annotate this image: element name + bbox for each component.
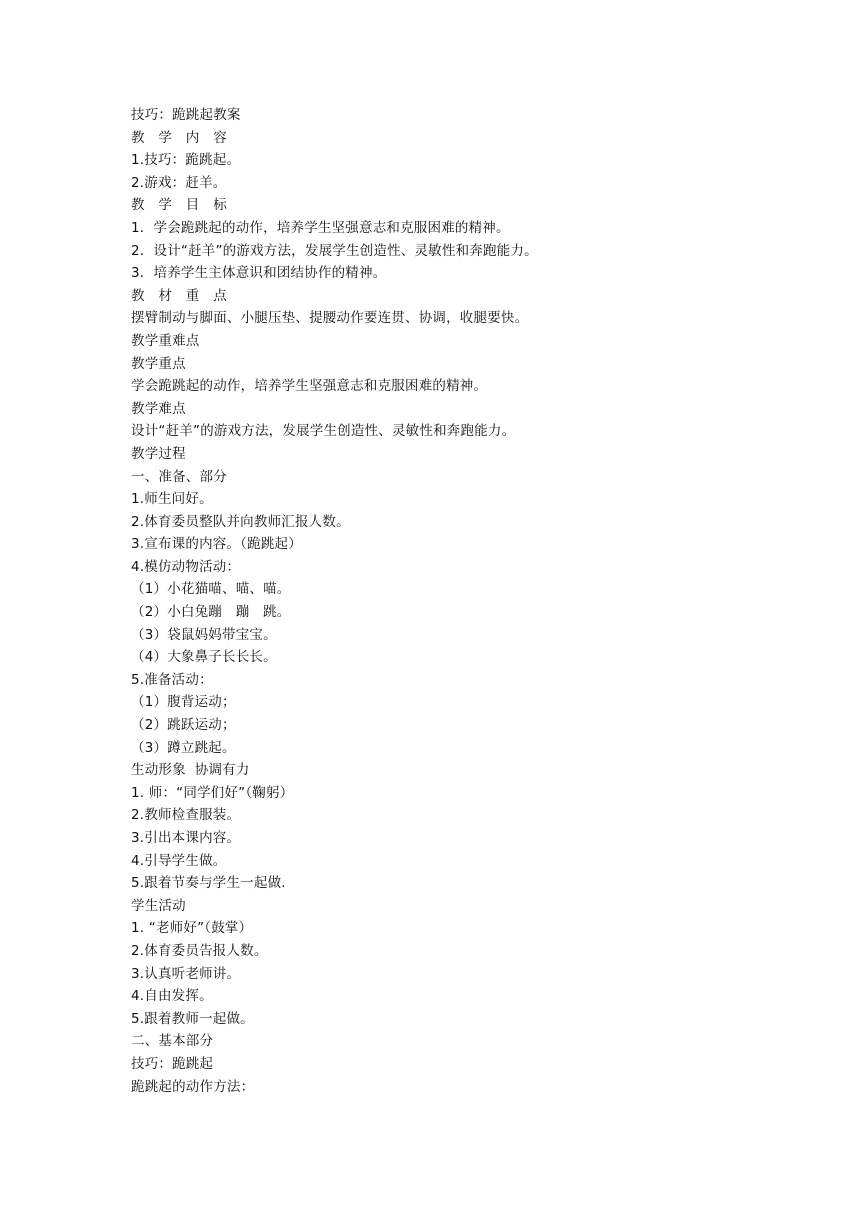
doc-title: 技巧：跪跳起教案 xyxy=(131,107,241,123)
text-line: 2.游戏：赶羊。 xyxy=(131,174,227,191)
text-line: 学会跪跳起的动作，培养学生坚强意志和克服困难的精神。 xyxy=(131,378,488,395)
list-item: （2）跳跃运动； xyxy=(131,717,236,734)
list-item: （2）小白兔蹦 蹦 跳。 xyxy=(131,604,291,621)
list-item: 2.体育委员整队并向教师汇报人数。 xyxy=(131,513,350,530)
subsection-heading: 一、准备、部分 xyxy=(131,468,227,485)
section-heading: 二、基本部分 xyxy=(131,1033,214,1050)
text-line: 摆臂制动与脚面、小腿压垫、提腰动作要连贯、协调，收腿要快。 xyxy=(131,310,529,327)
list-item: 3.引出本课内容。 xyxy=(131,830,241,846)
list-item: 3.宣布课的内容。（跪跳起） xyxy=(131,536,302,553)
list-item: 3.认真听老师讲。 xyxy=(131,965,241,982)
list-item: 5.跟着节奏与学生一起做. xyxy=(131,875,286,892)
subsection-heading: 技巧：跪跳起 xyxy=(131,1055,214,1072)
list-item: （4）大象鼻子长长长。 xyxy=(131,649,277,666)
list-item: 5.准备活动： xyxy=(131,671,213,688)
list-item: 2.体育委员告报人数。 xyxy=(131,942,268,959)
section-heading: 教学重难点 xyxy=(131,332,200,349)
section-heading: 教 学 内 容 xyxy=(131,129,227,146)
section-heading: 教 学 目 标 xyxy=(131,197,227,214)
text-line: 1．学会跪跳起的动作，培养学生坚强意志和克服困难的精神。 xyxy=(131,219,510,236)
text-line: 跪跳起的动作方法： xyxy=(131,1078,255,1095)
section-heading: 教 材 重 点 xyxy=(131,287,227,304)
subsection-heading: 教学重点 xyxy=(131,355,186,372)
list-item: （1）腹背运动； xyxy=(131,694,236,711)
subsection-heading: 教学难点 xyxy=(131,400,186,417)
text-line: 2．设计“赶羊”的游戏方法，发展学生创造性、灵敏性和奔跑能力。 xyxy=(131,242,538,259)
subsection-heading: 学生活动 xyxy=(131,897,186,914)
list-item: （3）袋鼠妈妈带宝宝。 xyxy=(131,626,277,643)
list-item: 5.跟着教师一起做。 xyxy=(131,1010,254,1027)
list-item: 4.引导学生做。 xyxy=(131,852,227,869)
list-item: （1）小花猫喵、喵、喵。 xyxy=(131,581,291,598)
text-line: 1.技巧：跪跳起。 xyxy=(131,152,241,169)
list-item: 1.师生问好。 xyxy=(131,491,213,508)
section-heading: 教学过程 xyxy=(131,445,186,462)
list-item: 4.模仿动物活动： xyxy=(131,558,241,575)
document-body xyxy=(131,104,771,1098)
list-item: 2.教师检查服装。 xyxy=(131,807,241,824)
list-item: 4.自由发挥。 xyxy=(131,988,213,1005)
subsection-heading: 生动形象 协调有力 xyxy=(131,762,250,779)
text-line: 3．培养学生主体意识和团结协作的精神。 xyxy=(131,265,387,282)
list-item: （3）蹲立跳起。 xyxy=(131,739,236,756)
text-line: 设计“赶羊”的游戏方法，发展学生创造性、灵敏性和奔跑能力。 xyxy=(131,423,516,440)
list-item: 1. “老师好”（鼓掌） xyxy=(131,920,253,937)
list-item: 1. 师：“同学们好”（鞠躬） xyxy=(131,784,294,801)
